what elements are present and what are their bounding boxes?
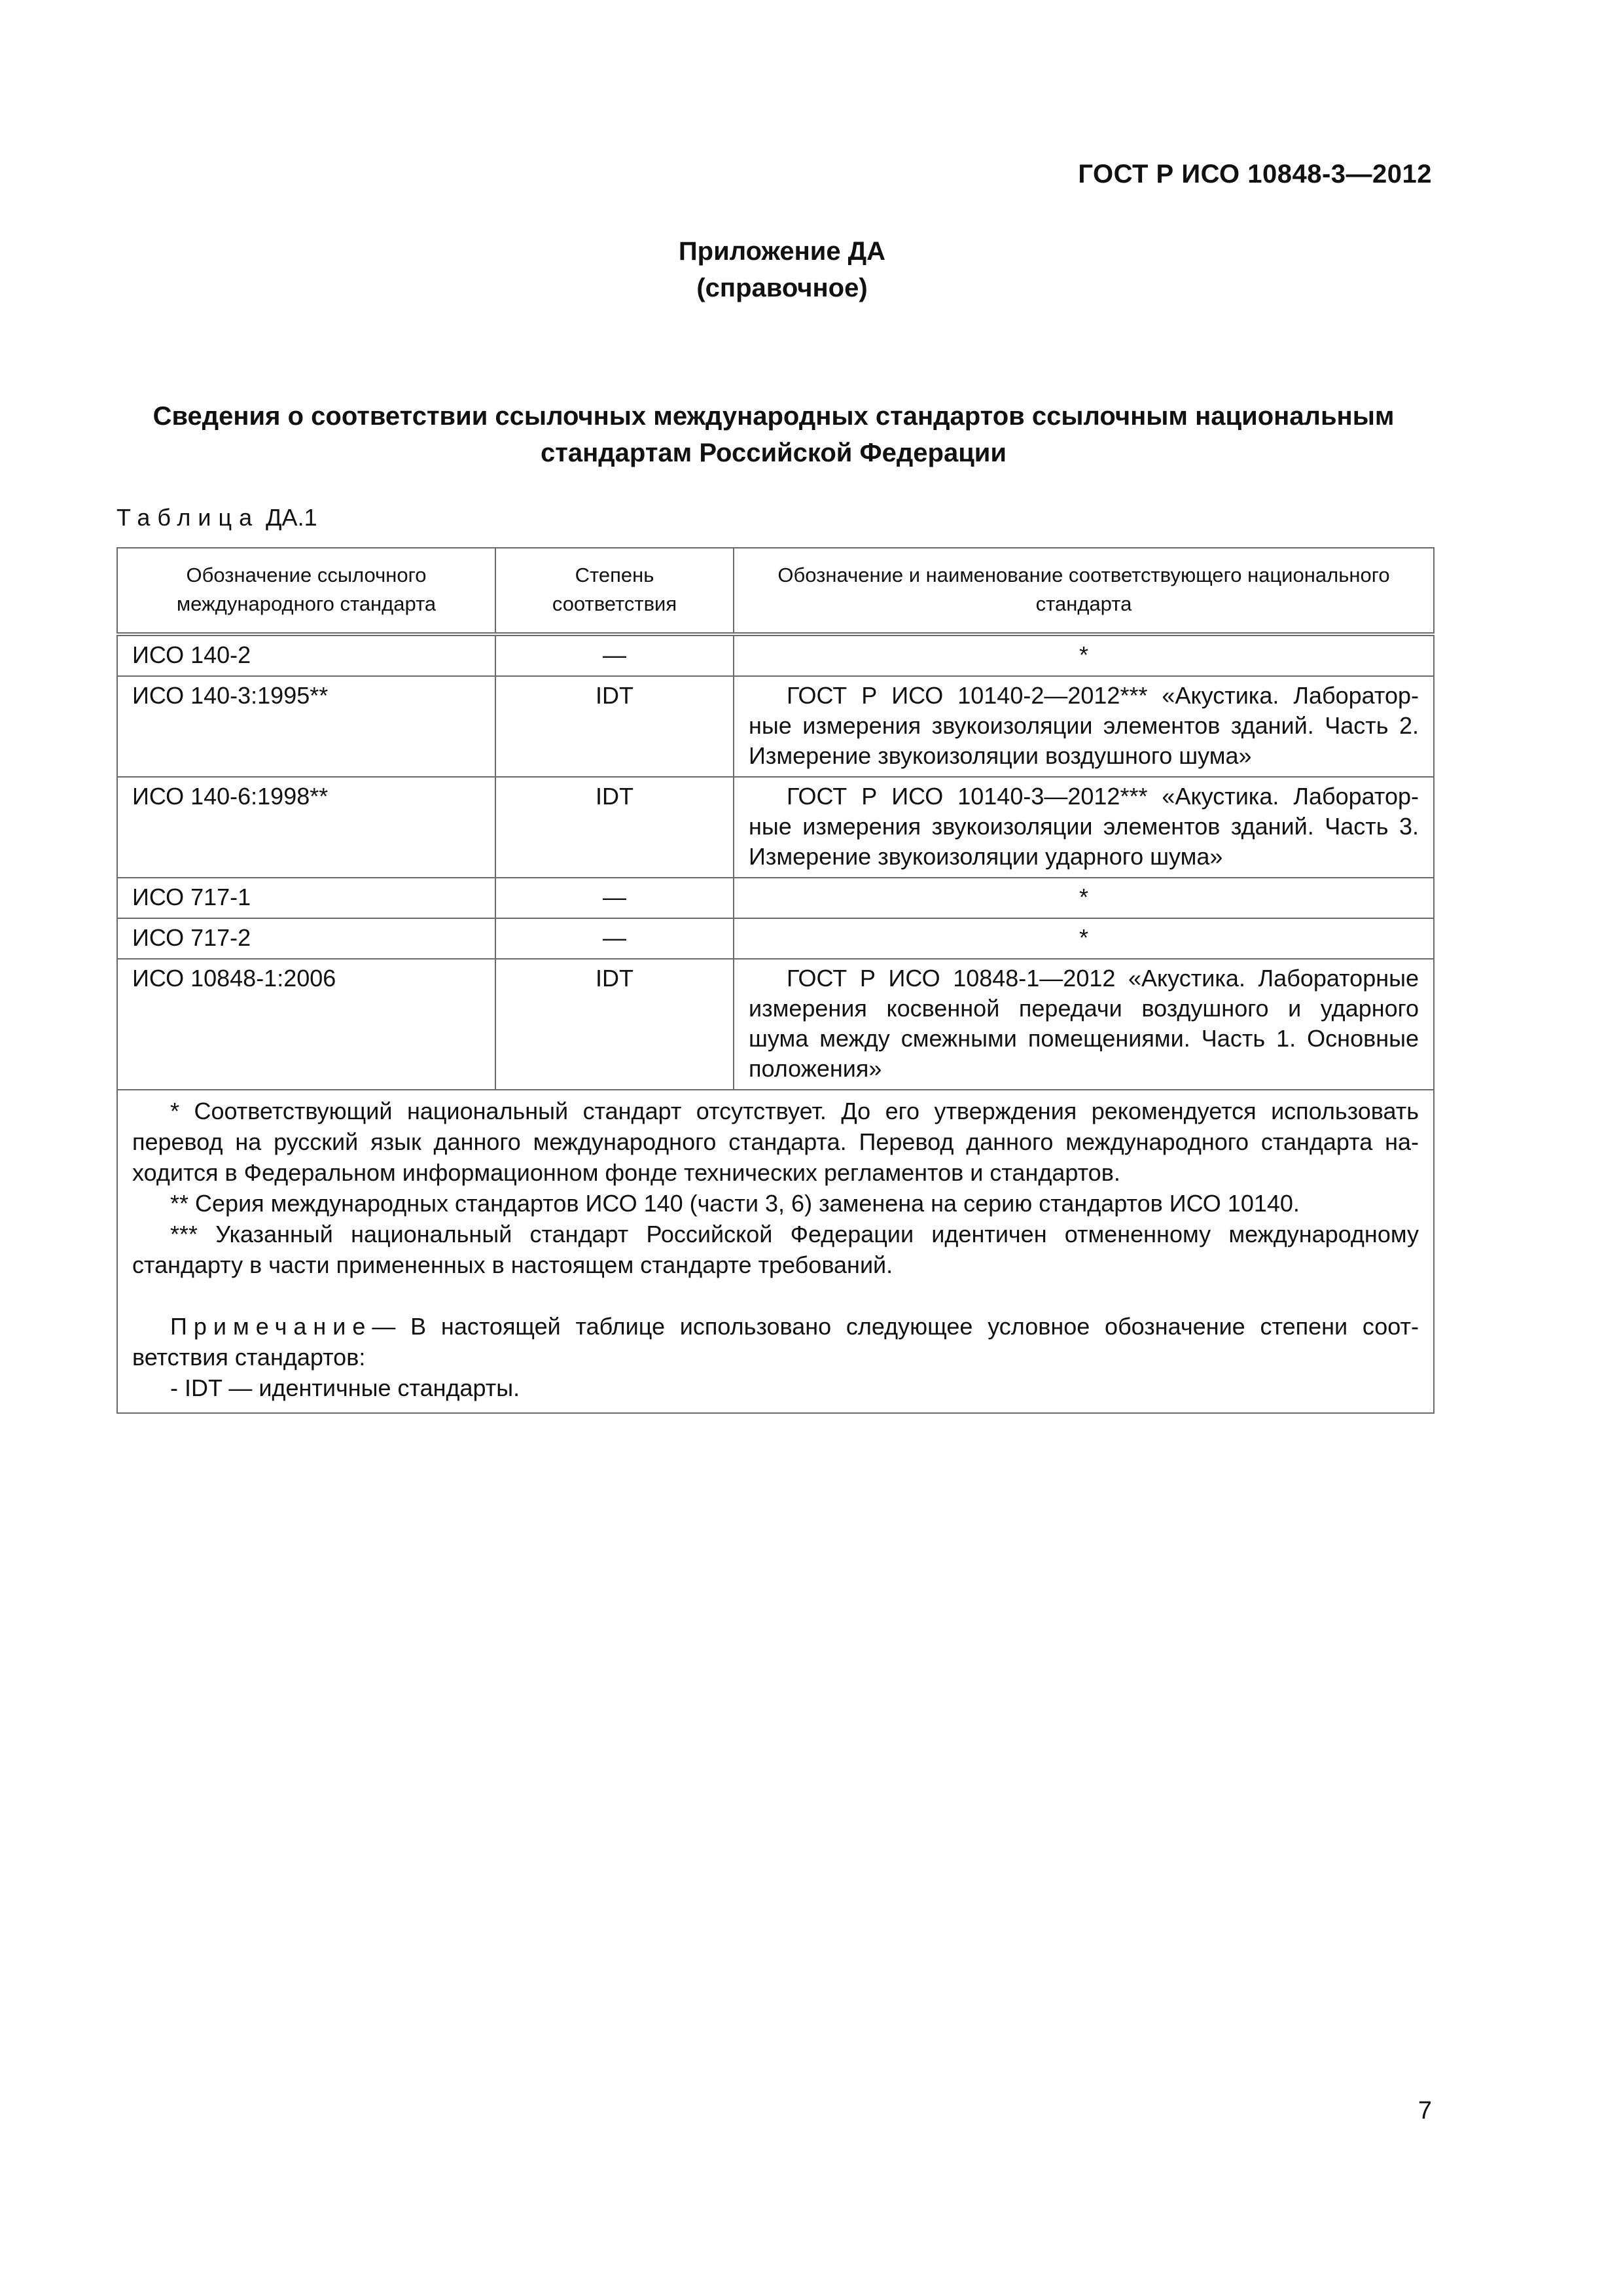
table-row bbox=[117, 777, 1434, 878]
cell-reference: ИСО 140-6:1998** bbox=[117, 777, 495, 878]
cell-reference: ИСО 717-2 bbox=[117, 918, 495, 959]
table-row bbox=[117, 959, 1434, 1090]
cell-degree: — bbox=[495, 878, 734, 918]
table-caption-word: Таблица bbox=[116, 504, 260, 531]
table-row bbox=[117, 676, 1434, 777]
cell-national: * bbox=[734, 918, 1434, 959]
cell-reference: ИСО 140-2 bbox=[117, 634, 495, 676]
appendix-subtitle: (справочное) bbox=[696, 274, 868, 302]
page-number: 7 bbox=[1418, 2097, 1432, 2125]
table-row bbox=[117, 634, 1434, 676]
section-title-line1: Сведения о соответствии ссылочных международных стандартов ссылочным национальным bbox=[152, 402, 1395, 431]
cell-reference: ИСО 140-3:1995** bbox=[117, 676, 495, 777]
note-item: - IDT — идентичные стандарты. bbox=[170, 1374, 520, 1401]
cell-national bbox=[734, 676, 1434, 777]
cell-degree: — bbox=[495, 918, 734, 959]
cell-national bbox=[734, 777, 1434, 878]
note-label: Примечание bbox=[170, 1313, 372, 1340]
cell-national: * bbox=[734, 634, 1434, 676]
cell-reference: ИСО 10848-1:2006 bbox=[117, 959, 495, 1090]
cell-national-text: ГОСТ Р ИСО 10140-3—2012*** «Акустика. Лаборатор-ные измерения звукоизоляции элементов зданий. Часть 3. Измерение звукоизоляции ударного шума» bbox=[749, 783, 1419, 870]
cell-degree: IDT bbox=[495, 959, 734, 1090]
footnote-2: ** Серия международных стандартов ИСО 140 (части 3, 6) заменена на серию стандартов ИСО 10140. bbox=[170, 1190, 1300, 1217]
table-notes bbox=[117, 1090, 1434, 1413]
table-notes-row bbox=[117, 1090, 1434, 1413]
section-title bbox=[115, 398, 1432, 471]
cell-national bbox=[734, 959, 1434, 1090]
table-row bbox=[117, 878, 1434, 918]
table-caption bbox=[116, 504, 317, 531]
table-header-row bbox=[117, 548, 1434, 634]
footnote-3: *** Указанный национальный стандарт Российской Федерации идентичен отмененному международному стандарту в части примененных в настоящем стандарте требований. bbox=[132, 1221, 1419, 1278]
table-row bbox=[117, 918, 1434, 959]
cell-degree: — bbox=[495, 634, 734, 676]
cell-national-text: ГОСТ Р ИСО 10140-2—2012*** «Акустика. Лаборатор-ные измерения звукоизоляции элементов зданий. Часть 2. Измерение звукоизоляции воздушного шума» bbox=[749, 682, 1419, 769]
cell-national: * bbox=[734, 878, 1434, 918]
cell-degree: IDT bbox=[495, 777, 734, 878]
document-code: ГОСТ Р ИСО 10848-3—2012 bbox=[1078, 160, 1432, 188]
section-title-line2: стандартам Российской Федерации bbox=[541, 439, 1007, 467]
cell-degree: IDT bbox=[495, 676, 734, 777]
appendix-title: Приложение ДА bbox=[678, 237, 886, 266]
column-header-reference: Обозначение ссылочного международного стандарта bbox=[117, 548, 495, 634]
footnote-1: * Соответствующий национальный стандарт отсутствует. До его утверждения рекомендуется использовать перевод на русский язык данного международного стандарта. Перевод данного международного стандарта на-ходится в Федеральном информационном фонде технических регламентов и стандартов. bbox=[132, 1098, 1419, 1186]
cell-reference: ИСО 717-1 bbox=[117, 878, 495, 918]
note-text: — В настоящей таблице использовано следующее условное обозначение степени соот-ветствия стандартов: bbox=[132, 1313, 1419, 1371]
appendix-heading bbox=[0, 233, 1564, 306]
cell-national-text: ГОСТ Р ИСО 10848-1—2012 «Акустика. Лабораторные измерения косвенной передачи воздушного и ударного шума между смежными помещениями. Часть 1. Основные положения» bbox=[749, 965, 1419, 1082]
column-header-degree: Степень соответствия bbox=[495, 548, 734, 634]
table-note bbox=[132, 1311, 1419, 1372]
table-caption-id: ДА.1 bbox=[266, 504, 317, 531]
standards-correspondence-table bbox=[116, 547, 1435, 1414]
column-header-national: Обозначение и наименование соответствующего национального стандарта bbox=[734, 548, 1434, 634]
